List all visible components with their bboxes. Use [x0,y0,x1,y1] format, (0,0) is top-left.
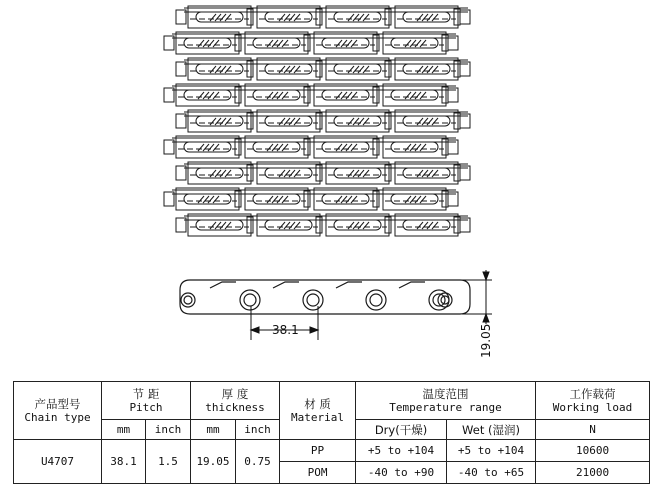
chain-side-view [180,280,470,314]
hatch-mark [358,170,364,177]
hatch-mark [341,196,347,203]
link-opening [253,38,300,48]
link-opening [403,12,450,22]
hatch-mark [363,66,369,73]
hatch-mark [213,92,219,99]
working-load-value: 21000 [536,462,650,484]
hinge-pin-bore [370,294,382,306]
hatch-mark [215,170,221,177]
hatch-mark [294,222,300,229]
temperature-header: 温度范围 Temperature range [356,382,536,420]
thickness-dimension-label: 19.05 [479,323,493,358]
thickness-inch-unit: inch [236,420,280,440]
hatch-mark [225,170,231,177]
hatch-mark [341,144,347,151]
hatch-mark [277,144,283,151]
knuckle [235,87,241,103]
knuckle [442,35,448,51]
hatch-mark [346,196,352,203]
hatch-mark [358,118,364,125]
chain-plan-view [164,6,470,236]
chain-link-plate [245,188,308,210]
chain-link-plate [176,84,239,106]
hatch-mark [427,222,433,229]
hatch-mark [210,118,216,125]
hatch-mark [348,170,354,177]
knuckle [442,191,448,207]
chain-link-plate [176,188,239,210]
wet-range: -40 to +65 [447,462,536,484]
load-unit: N [536,420,650,440]
knuckle [454,61,460,77]
hatch-mark [289,66,295,73]
link-profile [210,282,236,288]
chain-link-plate [176,32,239,54]
link-opening [322,38,369,48]
chain-link-plate [257,58,320,80]
hatch-mark [282,92,288,99]
chain-type-value: U4707 [14,440,102,484]
hatch-mark [203,92,209,99]
knuckle [316,113,322,129]
hatch-mark [351,40,357,47]
hatch-mark [358,66,364,73]
hatch-mark [353,222,359,229]
hatch-mark [417,66,423,73]
hatch-mark [210,222,216,229]
hatch-mark [198,196,204,203]
link-opening [196,64,243,74]
chain-link-plate [257,6,320,28]
hatch-mark [353,170,359,177]
hatch-mark [422,118,428,125]
hatch-mark [410,92,416,99]
hatch-mark [363,118,369,125]
hatch-mark [410,144,416,151]
knuckle [304,191,310,207]
hatch-mark [346,92,352,99]
chain-link-plate [395,6,458,28]
link-profile [273,282,299,288]
thickness-mm-unit: mm [191,420,236,440]
material-name: PP [280,440,356,462]
end-pin-bore [184,296,192,304]
chain-link-plate [383,84,446,106]
hatch-mark [213,196,219,203]
pitch-inch-unit: inch [146,420,191,440]
chain-link-plate [395,214,458,236]
hatch-mark [215,222,221,229]
hatch-mark [215,118,221,125]
chain-link-plate [257,162,320,184]
knuckle [316,9,322,25]
hatch-mark [208,144,214,151]
hatch-mark [427,14,433,21]
chain-link-plate [383,32,446,54]
hatch-mark [213,144,219,151]
hatch-mark [422,222,428,229]
hatch-mark [427,66,433,73]
chain-link-plate [326,6,389,28]
knuckle [454,9,460,25]
hatch-mark [289,170,295,177]
hatch-mark [348,118,354,125]
side-link-outline [180,280,470,314]
link-opening [403,116,450,126]
hatch-mark [220,118,226,125]
thickness-mm-value: 19.05 [191,440,236,484]
hatch-mark [432,222,438,229]
specification-table [13,381,650,484]
hatch-mark [351,144,357,151]
hatch-mark [341,92,347,99]
hatch-mark [422,14,428,21]
hatch-mark [213,40,219,47]
hatch-mark [294,14,300,21]
working-load-header: 工作载荷 Working load [536,382,650,420]
hatch-mark [284,66,290,73]
hatch-mark [410,196,416,203]
knuckle [247,9,253,25]
link-opening [391,194,438,204]
knuckle [247,165,253,181]
link-opening [334,116,381,126]
pitch-inch-value: 1.5 [146,440,191,484]
hatch-mark [336,92,342,99]
hatch-mark [220,66,226,73]
hatch-mark [272,196,278,203]
hatch-mark [417,222,423,229]
link-opening [253,142,300,152]
hatch-mark [198,40,204,47]
link-opening [403,64,450,74]
chain-link-plate [395,110,458,132]
link-opening [184,38,231,48]
chain-link-plate [188,6,251,28]
hatch-mark [294,118,300,125]
hatch-mark [415,144,421,151]
knuckle [247,113,253,129]
hatch-mark [348,222,354,229]
chain-link-plate [395,162,458,184]
material-name: POM [280,462,356,484]
link-opening [334,220,381,230]
link-opening [334,168,381,178]
thickness-inch-value: 0.75 [236,440,280,484]
pitch-mm-unit: mm [102,420,146,440]
hatch-mark [289,118,295,125]
chain-link-plate [245,84,308,106]
knuckle [316,165,322,181]
hatch-mark [336,144,342,151]
chain-link-plate [395,58,458,80]
link-opening [391,90,438,100]
knuckle [385,217,391,233]
hinge-pin [303,290,323,310]
thickness-dimension [462,270,492,324]
end-pin [181,293,195,307]
link-opening [322,194,369,204]
knuckle [235,191,241,207]
hatch-mark [353,118,359,125]
hatch-mark [427,118,433,125]
hatch-mark [420,40,426,47]
knuckle [316,217,322,233]
hatch-mark [410,40,416,47]
material-header: 材 质 Material [280,382,356,440]
hatch-mark [279,170,285,177]
hinge-pin [366,290,386,310]
hatch-mark [351,92,357,99]
hatch-mark [225,222,231,229]
hatch-mark [289,14,295,21]
chain-type-header: 产品型号 Chain type [14,382,102,440]
chain-link-plate [314,188,377,210]
hatch-mark [348,14,354,21]
link-opening [334,12,381,22]
hatch-mark [353,14,359,21]
knuckle [442,139,448,155]
hatch-mark [363,222,369,229]
link-opening [265,116,312,126]
chain-link-plate [326,214,389,236]
hatch-mark [279,14,285,21]
link-opening [196,12,243,22]
wet-header: Wet (湿润) [447,420,536,440]
hatch-mark [272,92,278,99]
hatch-mark [272,144,278,151]
link-opening [196,168,243,178]
hinge-pin-bore [244,294,256,306]
hatch-mark [351,196,357,203]
hatch-mark [415,196,421,203]
link-opening [196,220,243,230]
hatch-mark [363,170,369,177]
link-opening [253,194,300,204]
hatch-mark [358,14,364,21]
hinge-pin [240,290,260,310]
hatch-mark [432,14,438,21]
link-opening [184,90,231,100]
chain-link-plate [257,110,320,132]
hatch-mark [358,222,364,229]
hatch-mark [215,66,221,73]
knuckle [373,191,379,207]
hatch-mark [432,118,438,125]
knuckle [235,139,241,155]
hatch-mark [336,196,342,203]
chain-link-plate [383,136,446,158]
hatch-mark [225,14,231,21]
hatch-mark [267,144,273,151]
hatch-mark [267,92,273,99]
knuckle [304,139,310,155]
hatch-mark [284,170,290,177]
hatch-mark [284,14,290,21]
hatch-mark [279,66,285,73]
hatch-mark [353,66,359,73]
working-load-value: 10600 [536,440,650,462]
hatch-mark [420,144,426,151]
hatch-mark [203,144,209,151]
hatch-mark [203,40,209,47]
chain-link-plate [326,58,389,80]
dry-range: +5 to +104 [356,440,447,462]
hatch-mark [422,170,428,177]
knuckle [304,87,310,103]
knuckle [373,35,379,51]
hinge-pin-bore [307,294,319,306]
chain-link-plate [176,136,239,158]
chain-link-plate [314,32,377,54]
knuckle [247,61,253,77]
hatch-mark [210,170,216,177]
hatch-mark [208,92,214,99]
link-opening [265,64,312,74]
chain-link-plate [326,162,389,184]
link-opening [403,220,450,230]
hatch-mark [348,66,354,73]
hatch-mark [294,170,300,177]
knuckle [316,61,322,77]
hatch-mark [208,40,214,47]
knuckle [247,217,253,233]
link-opening [403,168,450,178]
hatch-mark [282,144,288,151]
knuckle [385,165,391,181]
hatch-mark [277,92,283,99]
hatch-mark [277,196,283,203]
chain-link-plate [383,188,446,210]
pitch-header: 节 距 Pitch [102,382,191,420]
hatch-mark [289,222,295,229]
link-opening [322,142,369,152]
link-opening [265,12,312,22]
hatch-mark [282,40,288,47]
hatch-mark [220,14,226,21]
link-profile [336,282,362,288]
link-opening [253,90,300,100]
chain-link-plate [188,110,251,132]
link-opening [334,64,381,74]
hatch-mark [279,222,285,229]
hatch-mark [432,170,438,177]
hatch-mark [417,14,423,21]
chain-link-plate [326,110,389,132]
hatch-mark [405,40,411,47]
link-opening [322,90,369,100]
hatch-mark [284,222,290,229]
hatch-mark [267,196,273,203]
knuckle [385,61,391,77]
hatch-mark [284,118,290,125]
knuckle [454,165,460,181]
hatch-mark [282,196,288,203]
hatch-mark [427,170,433,177]
link-opening [391,142,438,152]
thickness-header: 厚 度 thickness [191,382,280,420]
link-opening [196,116,243,126]
hatch-mark [432,66,438,73]
hatch-mark [341,40,347,47]
hatch-mark [203,196,209,203]
chain-link-plate [245,136,308,158]
pitch-dimension-label: 38.1 [272,323,299,337]
hatch-mark [422,66,428,73]
knuckle [373,139,379,155]
chain-link-plate [188,58,251,80]
hatch-mark [420,92,426,99]
hatch-mark [220,222,226,229]
hatch-mark [198,144,204,151]
hatch-mark [417,118,423,125]
dry-header: Dry(干燥) [356,420,447,440]
knuckle [373,87,379,103]
hatch-mark [420,196,426,203]
knuckle [442,87,448,103]
hatch-mark [363,14,369,21]
hatch-mark [210,66,216,73]
chain-link-plate [257,214,320,236]
wet-range: +5 to +104 [447,440,536,462]
chain-link-plate [314,84,377,106]
hatch-mark [405,144,411,151]
hatch-mark [208,196,214,203]
hatch-mark [277,40,283,47]
link-opening [391,38,438,48]
knuckle [385,113,391,129]
chain-link-plate [245,32,308,54]
hatch-mark [279,118,285,125]
chain-link-plate [188,214,251,236]
hatch-mark [220,170,226,177]
link-opening [184,142,231,152]
hatch-mark [210,14,216,21]
pitch-mm-value: 38.1 [102,440,146,484]
hatch-mark [346,144,352,151]
knuckle [385,9,391,25]
hatch-mark [215,14,221,21]
link-profile [399,282,425,288]
link-opening [184,194,231,204]
chain-link-plate [314,136,377,158]
hatch-mark [225,118,231,125]
hatch-mark [405,196,411,203]
hatch-mark [272,40,278,47]
hatch-mark [225,66,231,73]
chain-link-plate [188,162,251,184]
hatch-mark [415,92,421,99]
knuckle [454,217,460,233]
dry-range: -40 to +90 [356,462,447,484]
knuckle [304,35,310,51]
hatch-mark [294,66,300,73]
link-opening [265,168,312,178]
hatch-mark [405,92,411,99]
knuckle [235,35,241,51]
hatch-mark [198,92,204,99]
knuckle [454,113,460,129]
hatch-mark [417,170,423,177]
link-opening [265,220,312,230]
hatch-mark [267,40,273,47]
hatch-mark [346,40,352,47]
hatch-mark [415,40,421,47]
hatch-mark [336,40,342,47]
